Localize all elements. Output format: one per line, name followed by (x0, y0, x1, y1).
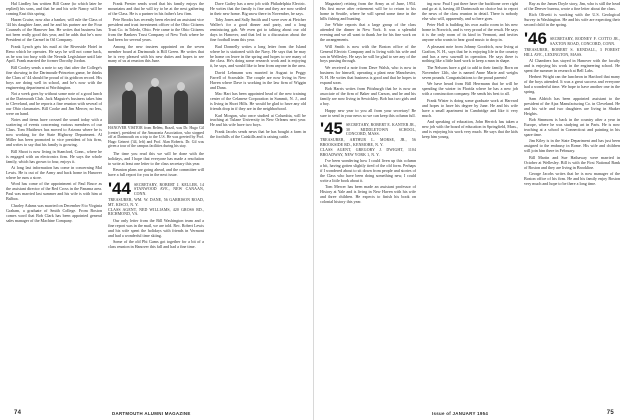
class-45-treasurer: TREASURER, ARTHUR L. MORSE, JR., 56 BROOKSIDE RD., KENMORE, N. Y. (320, 138, 416, 147)
paragraph: Ray as the James Doyle story, Jim, who is still the head of the Denver bureau, wrote a fine letter about the class. (524, 2, 620, 11)
paragraph: We received a note from Dave Walsh, who is now in business for himself, operating a plant near Manchester, N. H. He writes that business is good and that he hopes to expand soon. (320, 64, 416, 85)
class-44-heading (108, 179, 204, 199)
photo-caption: HANOVER VISITOR from Belém, Brazil, was Dr. Hugo Gil (center), president of the Amazonia Association, who stopped off at Dartmouth on a trip to the U.S. He was greeted by Prof. Hugo Geinert ('44, left) and Prof. Alan Roberts. Dr. Gil was given a tour of the campus facilities during his stay. (108, 126, 204, 149)
paragraph: Pete Brooks has recently been elected an assistant vice president and trust investment officer of the Ohio Citizens Trust Co. in Toledo, Ohio. Pete came to the Ohio Citizens from the Bankers Trust Company of New York where he had been for several years. (108, 17, 204, 43)
class-year-46: '46 (524, 29, 547, 49)
class-46-treasurer: TREASURER, ROBERT S. KENDALL, 3 FOREST HILL AVE., LEXINGTON, MASS. (524, 48, 620, 57)
paragraph: Mac Hart has been appointed head of the new training center of the Celanese Corporation in Summit, N. J., and is living in Short Hills. He would be glad to have any old friends drop in if they are in the neighborhood. (210, 91, 306, 112)
paragraph: The time you read this we will be done with the holidays, and I hope that everyone has made a resolution to write at least one letter to the class secretary this year. (108, 150, 204, 166)
class-year-44: '44 (108, 179, 131, 199)
paragraph: The Nelsons have a girl to add to their family. Born on November 12th, she is named Anne Marie and weighs seven pounds. Congratulations to the proud parents! (422, 64, 518, 80)
paragraph: Happy new year to you all from your secretary! Be sure to send in your news so we can keep this column full. (320, 107, 416, 118)
paragraph: Dave Gailey has a new job with Philadelphia Electric. He writes that the family is fine and they are now settled in their new home. Big snow there in November, he says. (210, 2, 306, 16)
paragraph: Toby Jones and Sally Smith and I were over at Fletcher Waller's for a good dinner and party, and a long reminiscing gab. We even got to talking about our old days in Hanover, and that led to a discussion about the fine football team this year. (210, 17, 306, 43)
paragraph: Bud Donnelly writes a long letter from the Island where he is stationed with the Navy. He says that he may be home on leave in the spring and hopes to see many of the class. He's doing some research work and is enjoying it, he says, and would like to hear from anyone in the area. (210, 43, 306, 69)
paragraph: Karl Morgan, who once studied at Columbia, will be teaching at Tulane University in New Orleans next year. He and his wife have two boys. (210, 112, 306, 128)
paragraph: Rich Olivetti is working with the U.S. Geological Survey in Washington. He and his wife are expecting their second child in the spring. (524, 12, 620, 28)
class-45-secretary: SECRETARY, ROBERT E. KANTER JR., 30 MIDDLETOWN SCHOOL, CONCORD, MASS. (345, 123, 416, 137)
right-column-3 (524, 2, 620, 402)
paragraph: Al Chambers has stayed in Hanover with the faculty and is enjoying his work in the engineering school. He spent the summer in research at Bell Labs. (524, 58, 620, 73)
paragraph: Herbert Wright ran the luncheon in Hartford that many of the boys attended. It was a great success and everyone had a wonderful time. We hope to have another one in the spring. (524, 74, 620, 95)
paragraph: Some of the old Phi Gams got together for a bit of a class reunion in Hanover this fall and had a fine time. (108, 239, 204, 250)
paragraph: Bill Cooley sends a note to say that after the College's fine showing in the Dartmouth-Princeton game, he thinks the Class of '44 should be proud of its gridiron record. His boys are doing well in school, and he's now with the engineering department at Worthington. (6, 64, 102, 90)
paragraph: ing now. Paul I put there have the backbone over right and go at it, having 40 Dartmouth no choice but to report the news of the class reunion in detail. There is nobody else who will, apparently, and so here goes. (422, 2, 518, 21)
right-column-2 (422, 2, 518, 402)
left-column-1 (6, 2, 102, 402)
paragraph: Word has come of the appointment of Paul Bruce as the assistant director of the Red Cross in the Panama area. Paul was married last summer and his wife is with him at Balboa. (6, 181, 102, 202)
left-column-2 (108, 2, 204, 402)
class-45-agent: CLASS AGENT, GREGORY J. DWIGHT, 1104 BROADWAY, NEW YORK 1, N. Y. (320, 148, 416, 157)
paragraph: Bill Shoot is now living in Stamford, Conn., where he is engaged with an electronics firm. He says the whole family, which has grown to four, enjoys it. (6, 148, 102, 164)
paragraph: Frank Jacobs sends news that he has bought a farm in the foothills of the Catskills and is raising cattle. (210, 128, 306, 139)
class-44-officers (134, 183, 204, 196)
class-44-agent: CLASS AGENT, NED WILLIAMS, 420 GROSS RD., RICHMOND, VA. (108, 208, 204, 217)
paragraph: We have heard from Bill Herrmann that he will be spending the winter in Florida where he has a new job with a construction company. He sends his best to all. (422, 81, 518, 97)
paragraph: Peter Holl is building his own audio room in his new home in Norwich, and is very proud of the result. He says it is the only room of its kind in Vermont, and invites anyone who wants to hear good music to drop in. (422, 22, 518, 43)
paragraph: Sam Aldrich has been appointed assistant to the president of the Ajax Manufacturing Co. in Cleveland. He and his wife and two daughters are living in Shaker Heights. (524, 95, 620, 116)
class-46-secretary: SECRETARY, RODNEY F. COTTO JR., SAXTON ROAD, CONCORD, CONN. (549, 37, 620, 46)
paragraph: Bill Martin and Sue Hathaway were married in October at Wellesley. Bill is with the First National Bank of Boston and they are living in Brookline. (524, 154, 620, 170)
paragraph: Not a week goes by without some note of a good lunch at the Dartmouth Club. Jack Maguire's business takes him to Cleveland, and he reports a fine reunion with several of our Ohio classmates. Bill Cooke and Jim Mercer, no less, were on hand. (6, 91, 102, 117)
paragraph: Notes and items have crossed the sound today with a scattering of events concerning various members of our Class. Tom Matthews has moved to Arizona where he is now working for the State Highway Department. Al Miller has been promoted to vice president of his firm, and writes to say that his family is growing. (6, 117, 102, 148)
class-year-45: '45 (320, 119, 343, 139)
paragraph: George Jacobs writes that he is now manager of the Boston office of his firm. He and his family enjoy Boston very much and hope to be there a long time. (524, 171, 620, 186)
paragraph: Joe White reports that a large group of the class attended the dinner in New York. It was a splendid evening and we all want to thank Joe for his fine work on the arrangements. (320, 22, 416, 43)
right-page-number: 75 (606, 410, 614, 416)
paragraph: Frank Prester sends word that his family enjoys the mountains and that he will try to be at the next gathering of the Class. He is a partner in his father's law firm. (108, 2, 204, 16)
right-column-1 (320, 2, 416, 402)
paragraph: Our only letter from the Bill Washington team and a fine report was in the mail, we are told. Rec. Robert Lewis and his wife spent the holidays with friends in Vermont and had a wonderful time skiing. (108, 217, 204, 238)
left-running-title: DARTMOUTH ALUMNI MAGAZINE (112, 411, 191, 416)
paragraph: At long last information has come in concerning Mal Lewis. He is out of the Army and back home in Hanover where he runs a store. (6, 165, 102, 180)
paragraph: And speaking of education, John Herrick has taken a new job with the board of education in Springfield, Mass., and is enjoying his work very much. He says that the kids keep him young. (422, 118, 518, 139)
paragraph: A pleasant note from Johnny Goodrich, now living at Grafton, N. H., says that he is enjoying life in the country and has a new sawmill in operation. He says there is nothing like a little hard work to keep a man in shape. (422, 43, 518, 64)
paragraph: Reunion plans are going ahead, and the committee will have a full report for you in the next issue. (108, 167, 204, 178)
class-46-heading (524, 29, 620, 49)
right-page (314, 0, 628, 420)
paragraph: Will Smith is now with the Boston office of the General Electric Company and is living with his wife and son in Wellesley. He says he will be glad to see any of the boys passing through. (320, 43, 416, 64)
paragraph: Hazen Cruise, now also a banker, will rule the Class of '44 his daughter Jane, and he and his partner are the Four Counsels of the Hanover Inn. He writes that business has not been really good this year, and he adds that he's now President of the Carmel in Oil Company. (6, 17, 102, 43)
paragraph: Hal Lindley has written Bill Crane (to which later he replied) his sons, and that he and his wife Nancy will be coming East this spring. (6, 2, 102, 16)
paragraph: Tom Mercer has been made an assistant professor of History at Yale and is living in New Haven with his wife and three children. He expects to finish his book on colonial history this year. (320, 184, 416, 205)
paragraph: Frank Lynch gets his mail at the Riverside Hotel in Reno which he operates. He says he will not come back, as he was too busy with the Nevada Legislature until late April. Frank married the former Dorothy Jordan. (6, 43, 102, 64)
news-photo (108, 66, 204, 124)
paragraph: I've been wondering how I could liven up this column a bit, having gotten slightly tired of the old form. Perhaps if I wondered about to sit down from people and stories of the Class who have been doing something new, I could write a little book about it. (320, 158, 416, 183)
news-photo-block (108, 66, 204, 149)
class-44-treasurer: TREASURER, WM. W. DANE, 56 GARRISON ROAD, MT. KISCO, N. Y. (108, 198, 204, 207)
paragraph: Among the new trustees appointed on the seven member board at Dartmouth is Bill Green. He writes that he is very pleased with his new duties and hopes to see many of us at reunion this June. (108, 43, 204, 64)
left-column-3 (210, 2, 306, 402)
paragraph: Jim Kiley is in the State Department and has just been assigned to the embassy in Rome. His wife and children will join him there in February. (524, 138, 620, 154)
paragraph: Charley Adams was married on December 8 to Virginia Graham, a graduate of Smith College. From Boston comes word that Bob Clark has been appointed general sales manager of the Machine Company. (6, 202, 102, 223)
paragraph: Bob Harris writes from Pittsburgh that he is now an associate of the firm of Baker and Carson, and he and his family are now living in Sewickley. Bob has two girls and a boy. (320, 86, 416, 107)
paragraph: Magazine) retiring from the Army as of June, 1954. His first move after retirement will be to return to his home in Seattle, where he will spend some time in the hills fishing and hunting. (320, 2, 416, 21)
class-45-heading (320, 119, 416, 139)
right-running-title: Issue of JANUARY 1954 (432, 411, 489, 416)
paragraph: David Lehmann was married in August to Peggy Farrell of Scarsdale. The couple are now living in New Haven where Dave is working in the law firm of Wiggin and Dana. (210, 69, 306, 90)
class-44-secretary: SECRETARY, ROBERT J. KELLER, 14 STANWOOD AVE., NEW CANAAN, CONN. (133, 182, 204, 196)
paragraph: Frank Wister is doing some graduate work at Harvard and hopes to have his degree by June. He and his wife have a small apartment in Cambridge and like it very much. (422, 97, 518, 118)
paragraph: Bob Simmons is back in the country after a year in Europe, where he was studying art in Paris. He is now teaching at a school in Connecticut and painting in his spare time. (524, 117, 620, 137)
left-page-number: 74 (14, 410, 22, 416)
